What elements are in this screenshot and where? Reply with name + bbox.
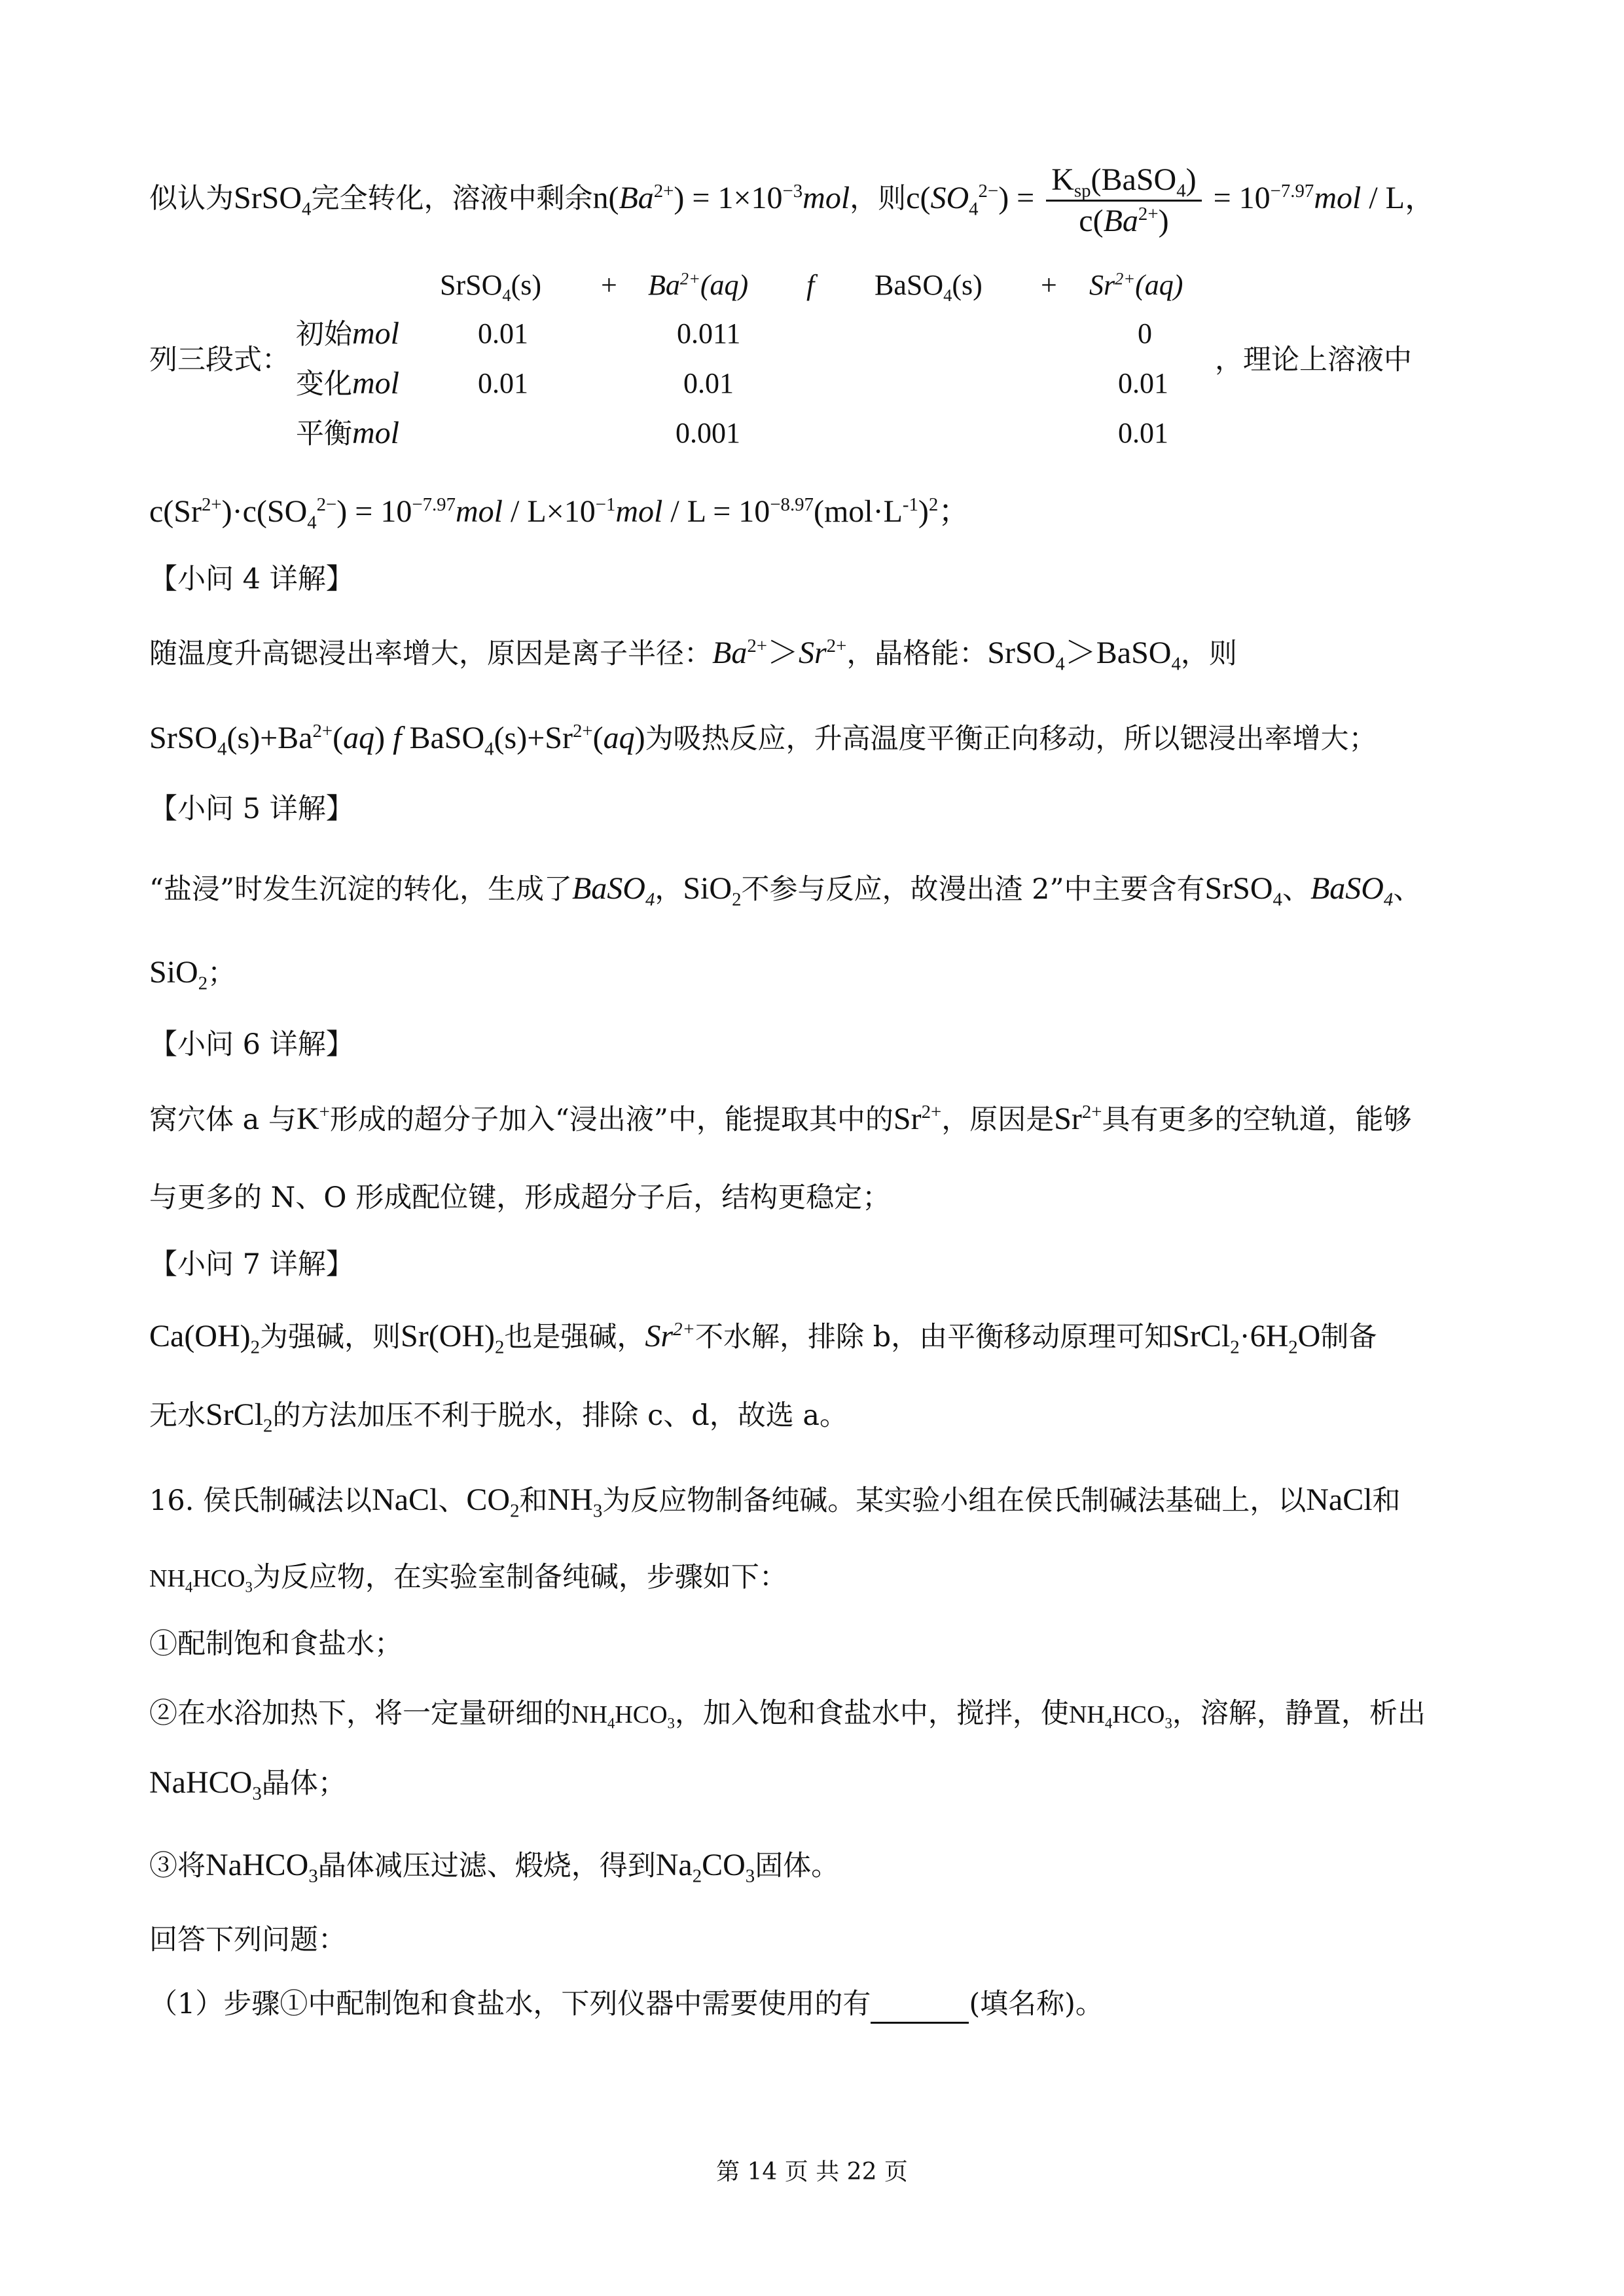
- formula-na2co3: $Na_2CO_3$: [655, 1848, 755, 1887]
- heading-q7: 【小问 7 详解】: [149, 1248, 354, 1281]
- cell-0-a: 0.01: [478, 317, 528, 350]
- page-footer: 第 14 页 共 22 页: [716, 2159, 908, 2185]
- formula-lattice: SrSO$_4$＞BaSO$_4$: [987, 636, 1181, 675]
- text-q6-line-1: 窝穴体 a 与K+形成的超分子加入“浸出液”中，能提取其中的$Sr^{2+}$，原因是$Sr^{2+}$具有更多的空轨道，能够: [149, 1102, 1412, 1136]
- formula-ion-radius: $Ba^{2+}>Sr^{2+}$: [712, 636, 847, 670]
- step-3: ③将NaHCO$_3$晶体减压过滤、煅烧，得到$Na_2CO_3$固体。: [149, 1848, 840, 1887]
- heading-q6: 【小问 6 详解】: [149, 1028, 354, 1061]
- step-2-line-1: ②在水浴加热下，将一定量研细的$NH_4HCO_3$，加入饱和食盐水中，搅拌，使$NH_4HCO_3$，溶解，静置，析出: [149, 1697, 1426, 1732]
- cell-2-c: 0.01: [1118, 417, 1168, 449]
- three-lead: 列三段式：: [149, 344, 290, 376]
- text-q6-line-2: 与更多的 N、O 形成配位键，形成超分子后，结构更稳定；: [149, 1181, 891, 1214]
- row-label-change: 变化mol: [296, 366, 399, 401]
- question-16-line-2: $NH_4HCO_3$为反应物，在实验室制备纯碱，步骤如下：: [149, 1561, 787, 1596]
- formula-nh4hco3-c: $NH_4HCO_3$: [1068, 1701, 1172, 1732]
- formula-sr-ion-a: $Sr^{2+}$: [893, 1102, 942, 1136]
- cell-1-b: 0.01: [683, 367, 734, 399]
- eq-sr: $Sr^{2+}(aq)$: [1089, 268, 1183, 301]
- formula-result: = $10^{-7.97}mol$ / L，: [1205, 180, 1436, 215]
- formula-srcl2-hydrate: $SrCl_2\cdot 6H_2O$: [1172, 1319, 1321, 1358]
- formula-caoh2: $Ca(OH)_2$: [149, 1319, 261, 1358]
- formula-nahco3-b: NaHCO$_3$: [206, 1848, 318, 1887]
- heading-q4: 【小问 4 详解】: [149, 563, 354, 596]
- formula-ion-product: $c(Sr^{2+})\cdot c(SO_4^{2-}) = 10^{-7.97}mol / L\times 10^{-1}mol / L = 10^{-8.97}(mol\cdot L^{-1})^2$；: [149, 494, 970, 533]
- question-16-line-1: 16. 侯氏制碱法以NaCl、$CO_2$和$NH_3$为反应物制备纯碱。某实验小组在侯氏制碱法基础上，以NaCl和: [149, 1482, 1401, 1522]
- formula-equilibrium: $SrSO_4(s)+Ba^{2+}(aq)$ f $BaSO_4(s)+Sr^{2+}(aq)$: [149, 721, 645, 760]
- formula-nh3: $NH_3$: [547, 1482, 603, 1522]
- formula-nh4hco3-b: $NH_4HCO_3$: [571, 1701, 675, 1732]
- fraction-ksp: $\frac{K_{sp}(BaSO_4)}{c(Ba^{2+})}$: [1046, 160, 1201, 241]
- formula-nacl-b: NaCl: [1306, 1482, 1373, 1517]
- row-label-initial: 初始mol: [296, 316, 399, 351]
- cell-0-c: 0: [1138, 317, 1152, 350]
- formula-srcl2: SrCl$_2$: [206, 1397, 273, 1437]
- cell-1-a: 0.01: [478, 367, 528, 399]
- answer-blank[interactable]: [871, 1992, 969, 2024]
- formula-sr-ion-b: $Sr^{2+}$: [1054, 1102, 1102, 1136]
- formula-srso4: SrSO$_4$: [234, 180, 312, 220]
- formula-c-so4: $c(SO_4^{2-})$ =: [906, 180, 1043, 220]
- formula-nahco3-a: NaHCO$_3$: [149, 1765, 262, 1804]
- eq-srso4: SrSO$_4$(s): [440, 269, 542, 305]
- text-q7-line-2: 无水SrCl$_2$的方法加压不利于脱水，排除 c、d，故选 a。: [149, 1397, 848, 1437]
- step-2-line-2: NaHCO$_3$晶体；: [149, 1765, 346, 1804]
- formula-nacl-a: NaCl: [372, 1482, 439, 1517]
- formula-sio2-a: SiO$_2$: [683, 871, 742, 910]
- text-q5-line-2: SiO$_2$；: [149, 955, 236, 994]
- text-q5-line-1: “盐浸”时发生沉淀的转化，生成了BaSO$_4$，SiO$_2$不参与反应，故漫出渣 2”中主要含有SrSO$_4$、BaSO$_4$、: [149, 871, 1422, 910]
- text-q4-line-2: $SrSO_4(s)+Ba^{2+}(aq)$ f $BaSO_4(s)+Sr^{2+}(aq)$为吸热反应，升高温度平衡正向移动，所以锶浸出率增大；: [149, 721, 1377, 760]
- formula-k-ion: K+: [296, 1102, 330, 1136]
- cell-0-b: 0.011: [677, 317, 741, 350]
- formula-nh4hco3-a: $NH_4HCO_3$: [149, 1565, 253, 1596]
- cell-1-c: 0.01: [1118, 367, 1168, 399]
- three-tail: ，理论上溶液中: [1215, 344, 1412, 376]
- text-q4-line-1: 随温度升高锶浸出率增大，原因是离子半径：$Ba^{2+}>Sr^{2+}$，晶格能：SrSO$_4$＞BaSO$_4$，则: [149, 636, 1237, 675]
- text-line-ksp-product: [149, 492, 969, 532]
- text-q7-line-1: $Ca(OH)_2$为强碱，则$Sr(OH)_2$也是强碱，$Sr^{2+}$不水解，排除 b，由平衡移动原理可知$SrCl_2\cdot 6H_2O$制备: [149, 1319, 1377, 1358]
- formula-sio2-b: SiO$_2$: [149, 955, 208, 994]
- prompt-answer: 回答下列问题：: [149, 1924, 346, 1956]
- cell-2-b: 0.001: [676, 417, 740, 449]
- eq-arrow: f: [806, 269, 815, 301]
- heading-q5: 【小问 5 详解】: [149, 793, 354, 825]
- eq-ba: $Ba^{2+}(aq)$: [648, 268, 749, 301]
- formula-co2: $CO_2$: [466, 1482, 520, 1522]
- eq-baso4: BaSO$_4$(s): [875, 269, 983, 305]
- formula-sroh2: $Sr(OH)_2$: [401, 1319, 505, 1358]
- sub-question-1: （1）步骤①中配制饱和食盐水，下列仪器中需要使用的有 (填名称)。: [149, 1984, 1104, 2024]
- row-label-equilibrium: 平衡mol: [296, 416, 399, 450]
- formula-sr-ion-c: $Sr^{2+}$: [645, 1319, 695, 1354]
- formula-baso4-a: BaSO$_4$: [571, 871, 655, 910]
- text-line-1: 似认为SrSO$_4$完全转化，溶液中剩余$n(Ba^{2+}) = 1\times 10^{-3}mol$，则$c(SO_4^{2-})$ = $\frac{K_{sp}(BaSO_4)}{c(Ba^{2+})}$ = $10^{-7.97}mol$ / L，: [149, 160, 1436, 241]
- formula-n-ba: $n(Ba^{2+}) = 1\times 10^{-3}mol$: [592, 180, 850, 215]
- eq-plus-2: +: [1041, 269, 1057, 301]
- formula-baso4-b: BaSO$_4$: [1310, 871, 1394, 910]
- eq-plus-1: +: [601, 269, 617, 301]
- formula-srso4-b: SrSO$_4$: [1204, 871, 1282, 910]
- step-1: ①配制饱和食盐水；: [149, 1628, 403, 1660]
